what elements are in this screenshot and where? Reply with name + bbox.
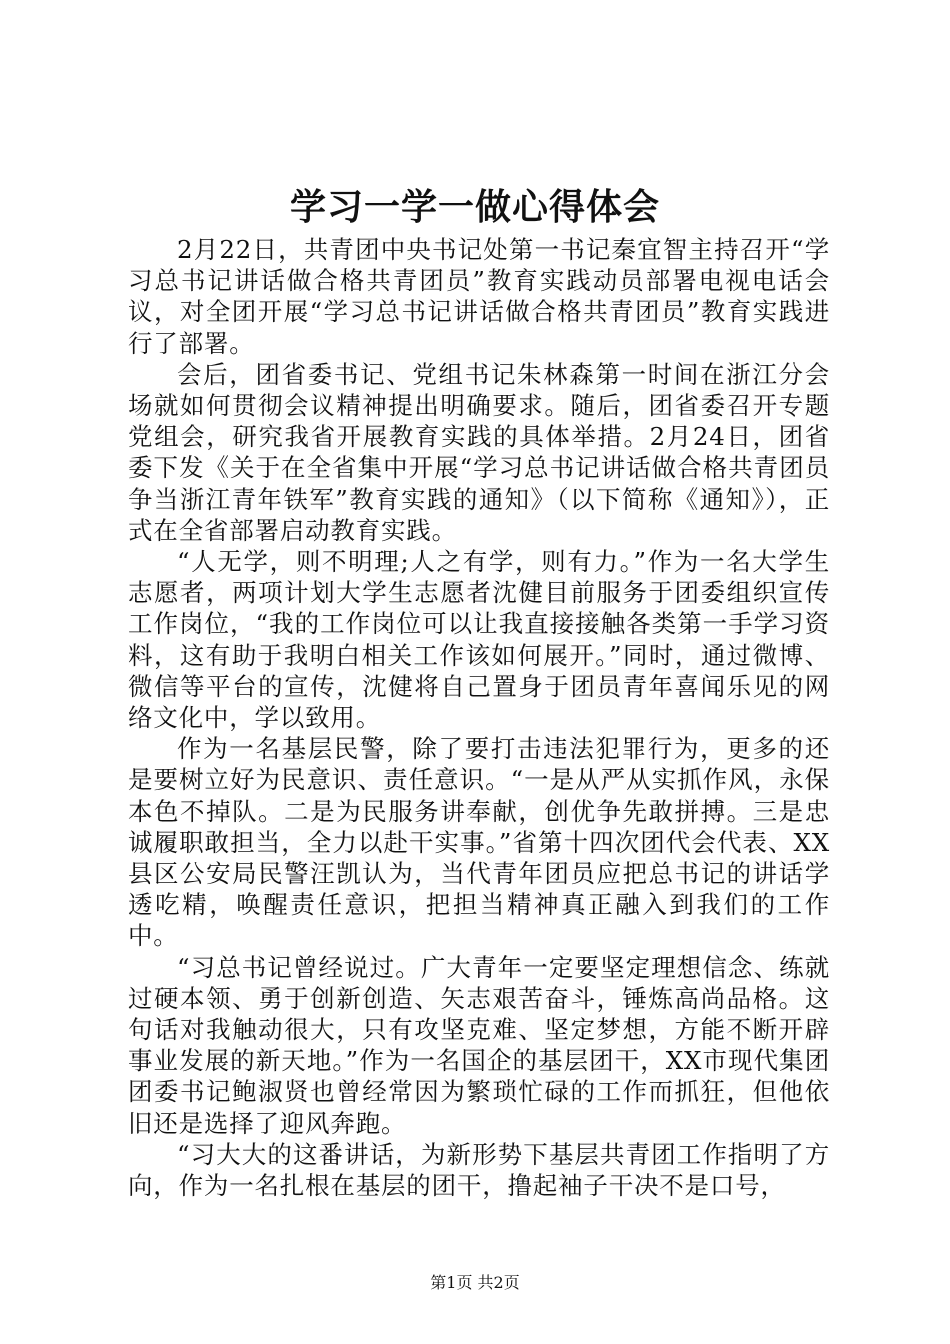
paragraph-2: 会后，团省委书记、党组书记朱林森第一时间在浙江分会场就如何贯彻会议精神提出明确要求。随后，团省委召开专题党组会，研究我省开展教育实践的具体举措。2月24日，团省委下发《关于在全省集中开展“学习总书记讲话做合格共青团员争当浙江青年铁军”教育实践的通知》（以下简称《通知》），正式在全省部署启动教育实践。 xyxy=(128,359,831,545)
paragraph-3: “人无学，则不明理;人之有学，则有力。”作为一名大学生志愿者，两项计划大学生志愿者沈健目前服务于团委组织宣传工作岗位，“我的工作岗位可以让我直接接触各类第一手学习资料，这有助于我明白相关工作该如何展开。”同时，通过微博、微信等平台的宣传，沈健将自己置身于团员青年喜闻乐见的网络文化中，学以致用。 xyxy=(128,547,830,733)
page-number: 第1页 xyxy=(430,1273,473,1292)
page-total: 共2页 xyxy=(477,1273,520,1292)
paragraph-4: 作为一名基层民警，除了要打击违法犯罪行为，更多的还是要树立好为民意识、责任意识。“一是从严从实抓作风，永保本色不掉队。二是为民服务讲奉献，创优争先敢拼搏。三是忠诚履职敢担当，全力以赴干实事。”省第十四次团代会代表、XX县区公安局民警汪凯认为，当代青年团员应把总书记的讲话学透吃精，唤醒责任意识，把担当精神真正融入到我们的工作中。 xyxy=(128,734,830,951)
paragraph-5: “习总书记曾经说过。广大青年一定要坚定理想信念、练就过硬本领、勇于创新创造、矢志艰苦奋斗，锤炼高尚品格。这句话对我触动很大，只有攻坚克难、坚定梦想，方能不断开辟事业发展的新天地。”作为一名国企的基层团干，XX市现代集团团委书记鲍淑贤也曾经常因为繁琐忙碌的工作而抓狂，但他依旧还是选择了迎风奔跑。 xyxy=(128,952,830,1138)
document-body xyxy=(128,234,830,1201)
paragraph-6: “习大大的这番讲话，为新形势下基层共青团工作指明了方向，作为一名扎根在基层的团干，撸起袖子干决不是口号， xyxy=(128,1139,830,1201)
page-footer xyxy=(0,1272,950,1294)
document-title: 学习一学一做心得体会 xyxy=(289,186,660,228)
paragraph-1: 2月22日，共青团中央书记处第一书记秦宜智主持召开“学习总书记讲话做合格共青团员”教育实践动员部署电视电话会议，对全团开展“学习总书记讲话做合格共青团员”教育实践进行了部署。 xyxy=(128,235,830,358)
